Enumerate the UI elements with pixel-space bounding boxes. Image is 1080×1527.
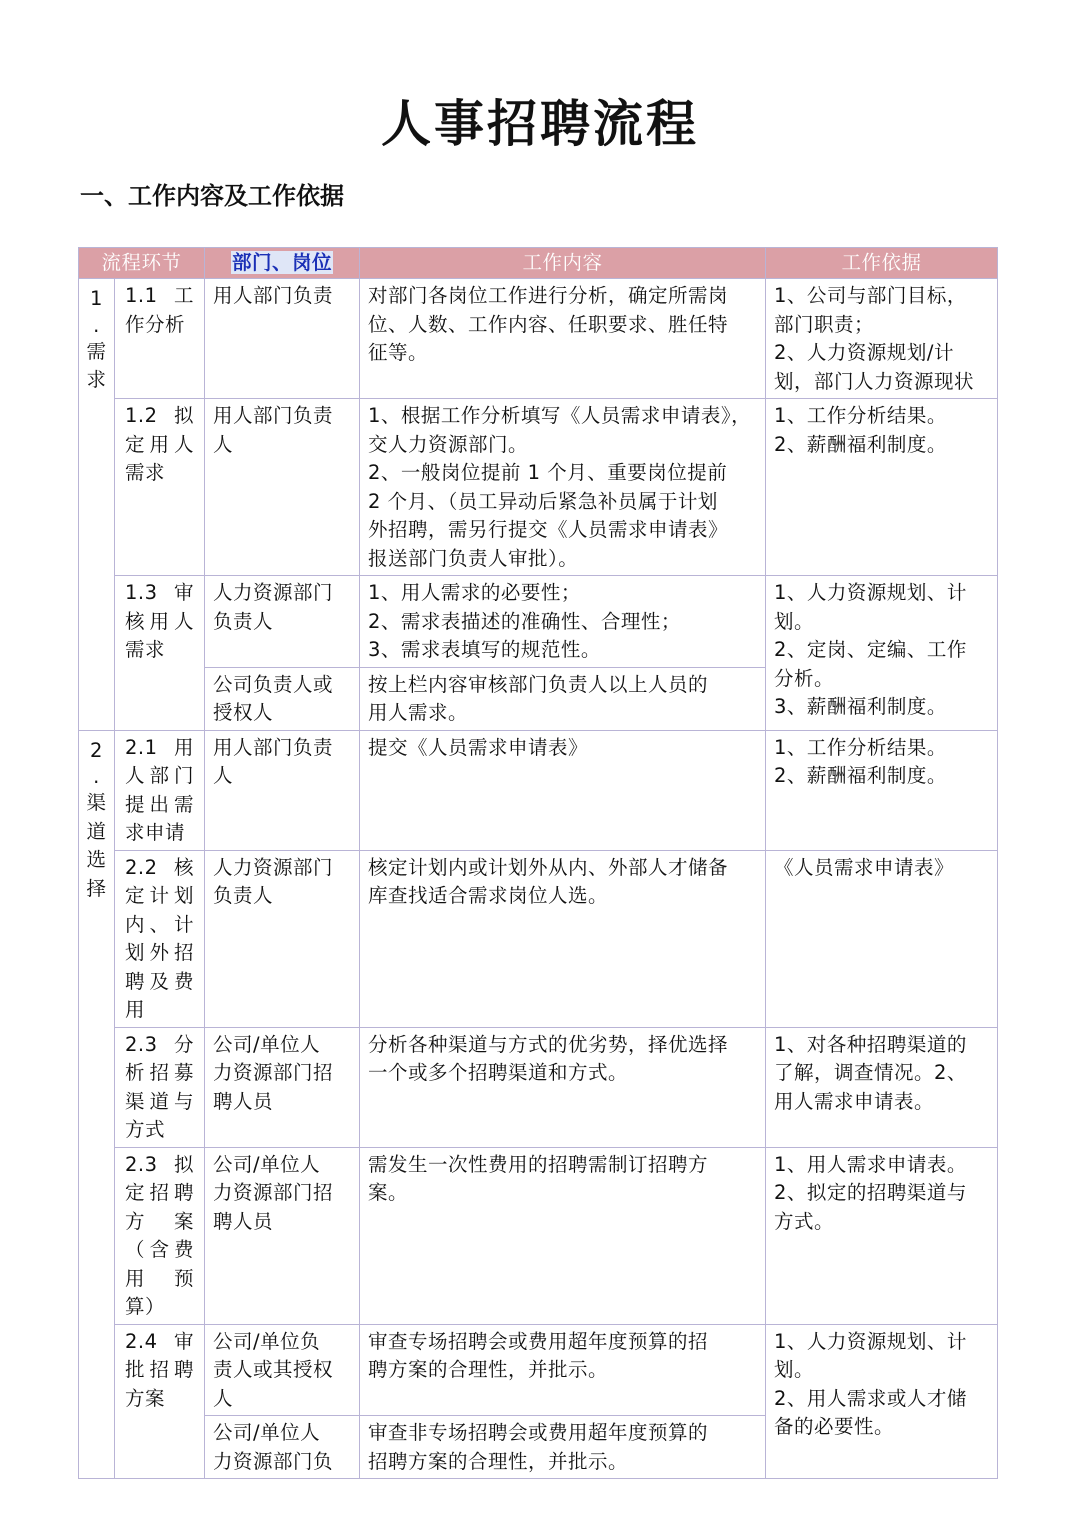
dept-line: 责人或其授权 (213, 1358, 334, 1381)
step-line: 核用人 (125, 609, 195, 633)
phase-1-number: 1 (90, 287, 103, 310)
content-line: 用人需求。 (368, 701, 469, 724)
dept-line: 公司/单位人 (213, 1152, 321, 1176)
phase-1-char: 需 (86, 339, 107, 363)
dept-line: 人力资源部门 (213, 581, 334, 604)
dept-line: 负责人 (213, 609, 274, 633)
step-line: 定招聘 (125, 1181, 195, 1204)
content-line: 案。 (368, 1181, 409, 1204)
step-line: 算） (125, 1295, 166, 1318)
step-cell (115, 1324, 205, 1479)
content-line: 1、根据工作分析填写《人员需求申请表》， (368, 404, 752, 427)
step-line: 2.1 用 (125, 735, 195, 759)
dept-line: 力资源部门招 (213, 1181, 334, 1204)
content-line: 聘方案的合理性，并批示。 (368, 1358, 609, 1381)
basis-cell (766, 730, 998, 850)
header-content: 工作内容 (360, 248, 766, 279)
step-line: 2.3 分 (125, 1032, 195, 1056)
content-line: 核定计划内或计划外从内、外部人才储备 (368, 855, 729, 879)
dept-line: 公司/单位人 (213, 1032, 321, 1056)
content-cell (360, 850, 766, 1027)
content-cell (360, 399, 766, 576)
table-row (79, 850, 998, 1027)
table-row (79, 1147, 998, 1324)
table-row (79, 1324, 998, 1416)
dept-cell (205, 667, 360, 730)
dept-line: 公司/单位负 (213, 1329, 321, 1353)
header-dept (205, 248, 360, 279)
dept-line: 聘人员 (213, 1209, 274, 1233)
step-line: 用 预 (125, 1266, 195, 1290)
content-line: 对部门各岗位工作进行分析，确定所需岗 (368, 284, 729, 307)
step-cell (115, 399, 205, 576)
table-row (79, 1027, 998, 1147)
step-cell (115, 730, 205, 850)
content-line: 报送部门负责人审批）。 (368, 546, 579, 570)
content-line: 2、一般岗位提前 1 个月、重要岗位提前 (368, 461, 728, 484)
basis-line: 1、用人需求申请表。 (774, 1152, 967, 1176)
phase-2-char: 选 (86, 848, 107, 871)
basis-line: 1、工作分析结果。 (774, 404, 947, 427)
content-line: 库查找适合需求岗位人选。 (368, 884, 609, 907)
step-line: 析招募 (125, 1061, 195, 1084)
phase-2-number: 2 (90, 738, 103, 762)
dept-cell (205, 730, 360, 850)
dept-line: 负责人 (213, 884, 274, 907)
content-line: 3、需求表填写的规范性。 (368, 638, 601, 661)
header-basis: 工作依据 (766, 248, 998, 279)
step-line: 方 案 (125, 1209, 195, 1233)
dept-line: 力资源部门负 (213, 1449, 334, 1473)
step-line: 需求 (125, 461, 166, 484)
phase-2-char: 渠 (86, 791, 107, 814)
content-line: 1、用人需求的必要性； (368, 581, 581, 604)
basis-line: 了解，调查情况。2、 (774, 1061, 967, 1084)
step-line: 定计划 (125, 884, 195, 907)
dept-line: 人 (213, 1386, 234, 1410)
step-line: 定用人 (125, 432, 195, 456)
content-cell (360, 1027, 766, 1147)
basis-line: 《人员需求申请表》 (774, 855, 955, 879)
header-dept-label: 部门、岗位 (232, 251, 333, 274)
phase-2-dot: . (93, 765, 100, 788)
recruitment-process-table (78, 247, 998, 1479)
basis-cell (766, 1027, 998, 1147)
content-cell (360, 667, 766, 730)
basis-line: 1、人力资源规划、计 (774, 1329, 967, 1353)
basis-line: 2、薪酬福利制度。 (774, 764, 947, 787)
header-stage: 流程环节 (79, 248, 205, 279)
dept-line: 人 (213, 432, 234, 456)
basis-cell (766, 279, 998, 399)
content-line: 交人力资源部门。 (368, 432, 529, 456)
phase-1-char: 求 (86, 368, 107, 391)
step-line: 2.4 审 (125, 1329, 195, 1353)
content-cell (360, 730, 766, 850)
content-cell (360, 1324, 766, 1416)
content-line: 需发生一次性费用的招聘需制订招聘方 (368, 1152, 709, 1176)
basis-cell (766, 1324, 998, 1479)
dept-line: 用人部门负责 (213, 284, 334, 307)
dept-line: 用人部门负责 (213, 404, 334, 427)
step-line: 用 (125, 998, 146, 1021)
dept-cell (205, 1416, 360, 1479)
content-line: 位、人数、工作内容、任职要求、胜任特 (368, 312, 729, 336)
content-cell (360, 576, 766, 668)
content-cell (360, 1147, 766, 1324)
content-line: 外招聘，需另行提交《人员需求申请表》 (368, 518, 729, 541)
step-line: （含费 (125, 1238, 195, 1261)
step-cell (115, 576, 205, 731)
step-line: 2.3 拟 (125, 1152, 195, 1176)
step-line: 人部门 (125, 764, 195, 787)
dept-cell (205, 399, 360, 576)
section-heading: 一、工作内容及工作依据 (80, 182, 344, 210)
table-header-row (79, 248, 998, 279)
content-line: 分析各种渠道与方式的优劣势，择优选择 (368, 1032, 729, 1056)
basis-cell (766, 1147, 998, 1324)
basis-line: 2、人力资源规划/计 (774, 341, 954, 364)
step-line: 批招聘 (125, 1358, 195, 1381)
dept-line: 公司/单位人 (213, 1421, 321, 1444)
basis-cell (766, 850, 998, 1027)
basis-line: 1、工作分析结果。 (774, 735, 947, 759)
content-line: 2 个月、（员工异动后紧急补员属于计划 (368, 489, 718, 513)
dept-cell (205, 279, 360, 399)
step-cell (115, 1147, 205, 1324)
basis-line: 1、人力资源规划、计 (774, 581, 967, 604)
dept-line: 力资源部门招 (213, 1061, 334, 1084)
step-line: 提出需 (125, 792, 195, 816)
step-line: 需求 (125, 638, 166, 661)
content-line: 2、需求表描述的准确性、合理性； (368, 609, 681, 633)
content-line: 提交《人员需求申请表》 (368, 735, 589, 759)
dept-line: 人力资源部门 (213, 855, 334, 879)
content-line: 审查非专场招聘会或费用超年度预算的 (368, 1421, 709, 1444)
dept-cell (205, 850, 360, 1027)
dept-cell (205, 1147, 360, 1324)
step-line: 1.1 工 (125, 284, 195, 307)
basis-line: 2、用人需求或人才储 (774, 1386, 967, 1410)
dept-cell (205, 576, 360, 668)
content-line: 按上栏内容审核部门负责人以上人员的 (368, 672, 709, 696)
dept-line: 公司负责人或 (213, 672, 334, 696)
basis-line: 1、公司与部门目标， (774, 284, 967, 307)
step-line: 聘及费 (125, 969, 195, 993)
basis-line: 划。 (774, 1358, 815, 1381)
step-cell (115, 1027, 205, 1147)
basis-line: 备的必要性。 (774, 1415, 895, 1438)
basis-line: 方式。 (774, 1209, 835, 1233)
phase-1-dot: . (93, 313, 100, 337)
phase-2-cell (79, 730, 115, 1479)
table-row (79, 279, 998, 399)
basis-line: 2、薪酬福利制度。 (774, 432, 947, 456)
step-line: 求申请 (125, 821, 186, 844)
basis-line: 划，部门人力资源现状 (774, 369, 975, 393)
basis-line: 用人需求申请表。 (774, 1089, 935, 1113)
step-line: 作分析 (125, 312, 186, 336)
phase-2-char: 择 (86, 876, 107, 900)
step-line: 方式 (125, 1118, 166, 1141)
table-row (79, 730, 998, 850)
dept-line: 人 (213, 764, 234, 787)
content-line: 征等。 (368, 341, 429, 364)
content-cell (360, 1416, 766, 1479)
step-line: 1.2 拟 (125, 404, 195, 427)
dept-cell (205, 1027, 360, 1147)
content-line: 一个或多个招聘渠道和方式。 (368, 1061, 629, 1084)
table-row (79, 399, 998, 576)
dept-cell (205, 1324, 360, 1416)
step-cell (115, 850, 205, 1027)
basis-line: 1、对各种招聘渠道的 (774, 1032, 967, 1056)
step-line: 1.3 审 (125, 581, 195, 604)
content-line: 招聘方案的合理性，并批示。 (368, 1449, 629, 1473)
basis-line: 划。 (774, 609, 815, 633)
page-title: 人事招聘流程 (381, 95, 699, 153)
step-line: 划外招 (125, 941, 195, 964)
step-line: 方案 (125, 1386, 166, 1410)
basis-cell (766, 399, 998, 576)
phase-1-cell (79, 279, 115, 731)
dept-line: 用人部门负责 (213, 735, 334, 759)
phase-2-char: 道 (86, 819, 107, 843)
basis-cell (766, 576, 998, 731)
basis-line: 分析。 (774, 666, 835, 690)
dept-line: 聘人员 (213, 1089, 274, 1113)
step-line: 2.2 核 (125, 855, 195, 879)
basis-line: 3、薪酬福利制度。 (774, 695, 947, 718)
dept-line: 授权人 (213, 701, 274, 724)
basis-line: 2、拟定的招聘渠道与 (774, 1181, 967, 1204)
content-cell (360, 279, 766, 399)
table-row (79, 576, 998, 668)
basis-line: 部门职责； (774, 312, 875, 336)
content-line: 审查专场招聘会或费用超年度预算的招 (368, 1329, 709, 1353)
step-cell (115, 279, 205, 399)
basis-line: 2、定岗、定编、工作 (774, 638, 967, 661)
step-line: 渠道与 (125, 1089, 195, 1113)
step-line: 内、计 (125, 912, 195, 936)
